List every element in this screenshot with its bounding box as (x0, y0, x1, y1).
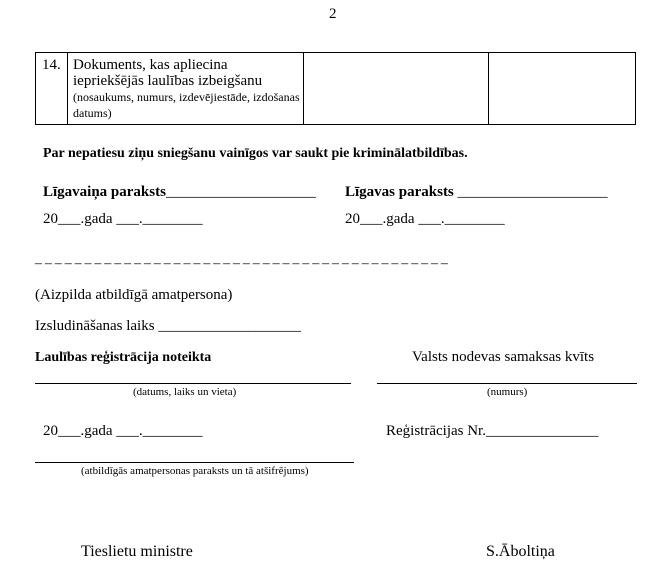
announcement-time-label: Izsludināšanas laiks (35, 318, 155, 334)
caption-official-signature: (atbildīgās amatpersonas paraksts un tā atšifrējums) (81, 465, 309, 477)
form-table-row (35, 52, 636, 125)
bride-data-cell[interactable] (489, 53, 635, 124)
fee-receipt-label: Valsts nodevas samaksas kvīts (412, 349, 595, 365)
groom-signature-field[interactable]: ____________________ (165, 184, 316, 200)
bride-signature-row (345, 184, 608, 201)
groom-date-line[interactable]: 20___.gada ___.________ (43, 211, 203, 227)
dashed-separator: – – – – – – – – – – – – – – – – – – – – – – – – – – – – – – – – – – – – – – – – – – (35, 256, 448, 271)
row-number: 14. (42, 57, 61, 73)
official-section-label: (Aizpilda atbildīgā amatpersona) (35, 287, 233, 303)
registration-number-label: Reģistrācijas Nr. (386, 423, 486, 439)
liability-warning: Par nepatiesu ziņu sniegšanu vainīgos var saukt pie kriminālatbildības. (43, 146, 468, 161)
groom-data-cell[interactable] (304, 53, 489, 124)
receipt-number-line[interactable] (377, 383, 637, 384)
registration-number-field[interactable]: _______________ (485, 423, 599, 439)
caption-date-place: (datums, laiks un vieta) (133, 386, 237, 398)
official-date-line[interactable]: 20___.gada ___.________ (43, 423, 203, 439)
registration-set-label: Laulības reģistrācija noteikta (35, 350, 212, 365)
bride-date-line[interactable]: 20___.gada ___.________ (345, 211, 505, 227)
announcement-time-row (35, 318, 301, 335)
caption-number: (numurs) (487, 386, 528, 398)
registration-date-place-line[interactable] (35, 383, 351, 384)
minister-name: S.Āboltiņa (486, 543, 555, 560)
row-description-main: Dokuments, kas apliecina iepriekšējās laulības izbeigšanu (73, 57, 263, 89)
registration-number-row (386, 423, 598, 440)
official-signature-line[interactable] (35, 462, 354, 463)
announcement-time-field[interactable]: ___________________ (158, 318, 301, 334)
row-description (73, 57, 301, 121)
groom-signature-row (43, 184, 316, 201)
page-number: 2 (329, 6, 337, 22)
groom-signature-label: Līgavaiņa paraksts (43, 184, 166, 200)
minister-title: Tieslietu ministre (81, 543, 193, 560)
bride-signature-label: Līgavas paraksts (345, 184, 454, 200)
row-description-cell (68, 53, 304, 124)
row-number-cell (36, 53, 68, 124)
bride-signature-field[interactable]: ____________________ (457, 184, 608, 200)
row-description-note: (nosaukums, numurs, izdevējiestāde, izdošanas datums) (73, 90, 300, 120)
